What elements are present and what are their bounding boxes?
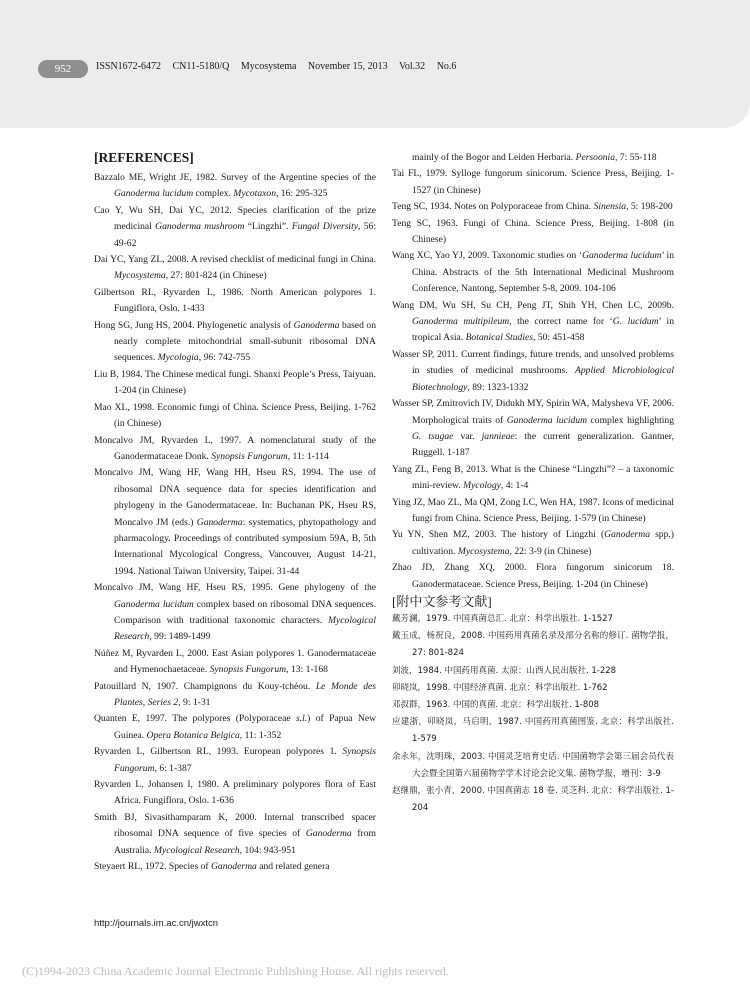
reference-text: Wang DM, Wu SH, Su CH, Peng JT, Shih YH, Chen LC, 2009b. bbox=[392, 299, 674, 311]
reference-text: complex based on ribosomal DNA sequences. Comparison with traditional taxonomic characters. bbox=[114, 598, 377, 626]
reference-text: Wasser SP, 2011. Current findings, future trends, and unsolved problems in studies of medicinal mushrooms. bbox=[392, 348, 674, 377]
journal-name: Mycosystema bbox=[240, 61, 297, 72]
reference-italic-text: Mycotaxon bbox=[233, 188, 276, 200]
reference-entry bbox=[94, 285, 376, 318]
reference-text: Smith BJ, Sivasithamparam K, 2000. Internal transcribed spacer ribosomal DNA sequence of five species of bbox=[94, 811, 376, 840]
reference-text: ) of Papua New Guinea. bbox=[114, 713, 376, 741]
reference-italic-text: Ganoderma multipileum bbox=[412, 316, 510, 328]
reference-italic-text: G. lucidum bbox=[612, 316, 659, 328]
reference-text: Ryvarden L, Johansen I, 1980. A preliminary polypores flora of East Africa. Fungiflora, Oslo. 1-636 bbox=[94, 779, 376, 807]
reference-entry bbox=[392, 527, 674, 560]
reference-entry bbox=[392, 560, 674, 593]
reference-text: : 742-755 bbox=[213, 352, 251, 364]
reference-text: Zhao JD, Zhang XQ, 2000. Flora fungorum sinicorum 18. Ganodermataceae. Science Press, Beijing. 1-204 (in Chinese) bbox=[392, 562, 674, 590]
reference-text: : systematics, phytopathology and pharmacology. Proceedings of contributed symposium 59A, B, 5th International Mycological Congress, Vancouver, August 14-21, 1994. National Taiwan University, Taipei. 31-44 bbox=[114, 516, 376, 577]
reference-italic-text: Ganoderma bbox=[293, 319, 340, 331]
reference-text: , 89: 1323-1332 bbox=[467, 381, 529, 393]
reference-entry bbox=[94, 318, 376, 367]
reference-text: ’ in tropical Asia. bbox=[412, 316, 674, 344]
copyright-watermark: (C)1994-2023 China Academic Journal Electronic Publishing House. All rights reserved. bbox=[22, 964, 449, 978]
reference-text: mainly of the Bogor and Leiden Herbaria. bbox=[412, 152, 576, 163]
reference-italic-text: Ganoderma lucidum bbox=[506, 414, 588, 426]
reference-italic-text: Ganoderma bbox=[305, 828, 352, 840]
reference-text: Hong SG, Jung HS, 2004. Phylogenetic analysis of bbox=[94, 319, 294, 331]
issue-number: No.6 bbox=[436, 61, 457, 72]
reference-text: , 9: 1-31 bbox=[178, 697, 211, 708]
reference-italic-text: Synopsis Fungorum bbox=[114, 746, 376, 774]
volume: Vol.32 bbox=[398, 61, 426, 72]
reference-text: Mao XL, 1998. Economic fungi of China. Science Press, Beijing. 1-762 (in Chinese) bbox=[94, 401, 376, 430]
reference-italic-text: Ganoderma bbox=[604, 529, 650, 541]
reference-text: Yang ZL, Feng B, 2013. What is the Chinese “Lingzhi”? – a taxonomic mini-review. bbox=[392, 463, 674, 492]
reference-entry bbox=[94, 859, 376, 875]
reference-text: Steyaert RL, 1972. Species of bbox=[94, 861, 211, 873]
reference-text: complex. bbox=[193, 188, 234, 200]
reference-text: , 104: 943-951 bbox=[239, 844, 296, 856]
reference-entry bbox=[94, 777, 376, 810]
reference-text: Wasser SP, Zmitrovich IV, Didukh MY, Spirin WA, Malysheva VF, 2006. Morphological traits of bbox=[392, 398, 674, 426]
reference-text: and related genera bbox=[256, 861, 330, 873]
reference-text: Ryvarden L, Gilbertson RL, 1993. European polypores 1. bbox=[94, 746, 343, 758]
reference-text: Yu YN, Shen MZ, 2003. The history of Lingzhi ( bbox=[392, 529, 605, 541]
issn: ISSN1672-6472 bbox=[96, 61, 162, 72]
reference-italic-text: Synopsis Fungorum bbox=[209, 664, 287, 676]
reference-entry bbox=[94, 203, 376, 252]
reference-italic-text: jannieae bbox=[481, 430, 515, 442]
reference-text: var. bbox=[453, 430, 482, 442]
reference-text: , 99: 1489-1499 bbox=[149, 631, 211, 643]
reference-italic-text: Mycological Research bbox=[153, 844, 240, 856]
reference-italic-text: Ganoderma lucidum bbox=[114, 598, 194, 610]
reference-entry bbox=[94, 252, 376, 285]
reference-text: , 11: 1-114 bbox=[287, 450, 329, 462]
reference-entry bbox=[392, 150, 674, 166]
chinese-reference-entry: 应建浙，卯晓岚，马启明，1987. 中国药用真菌图鉴. 北京：科学出版社. 1-579 bbox=[392, 717, 674, 745]
reference-text: , 5: 198-200 bbox=[626, 201, 673, 213]
journal-info-line bbox=[96, 61, 465, 72]
reference-italic-text: Applied Microbiological Biotechnology bbox=[412, 365, 674, 393]
chinese-reference-entry: 卯晓岚，1998. 中国经济真菌. 北京：科学出版社. 1-762 bbox=[392, 682, 608, 693]
reference-text: : the current generalization. Gantner, Ruggell. 1-187 bbox=[412, 430, 675, 459]
reference-italic-text: Le Monde des Plantes, Series 2 bbox=[114, 680, 376, 708]
reference-entry bbox=[392, 199, 674, 215]
reference-text: Moncalvo JM, Wang HF, Wang HH, Hseu RS, 1994. The use of ribosomal DNA sequence data for species identification and phylogeny in the Ganodermataceae. In: Buchanan PK, Hseu RS, Moncalvo JM (eds.) bbox=[94, 467, 376, 528]
reference-italic-text: Mycological Research bbox=[114, 614, 376, 643]
reference-entry bbox=[94, 646, 376, 679]
reference-italic-text: Ganoderma mushroom bbox=[155, 221, 245, 233]
reference-italic-text: G. tsugae bbox=[412, 430, 454, 442]
page-number: 952 bbox=[38, 60, 88, 78]
reference-text: , 22: 3-9 (in Chinese) bbox=[509, 545, 592, 557]
reference-entry bbox=[94, 170, 376, 203]
reference-text: , bbox=[198, 352, 204, 364]
reference-text: Teng SC, 1963. Fungi of China. Science Press, Beijing. 1-808 (in Chinese) bbox=[392, 217, 674, 246]
reference-text: based on nearly complete mitochondrial small-subunit ribosomal DNA sequences. bbox=[114, 319, 376, 364]
chinese-reference-entry: 余永年，沈明珠，2003. 中国灵芝培育史话. 中国菌物学会第三届会员代表大会暨全国第六届菌物学学术讨论会论文集. 菌物学报，增刊：3-9 bbox=[392, 751, 674, 779]
reference-entry bbox=[94, 580, 376, 646]
references-list-left bbox=[94, 170, 376, 875]
reference-text: , 11: 1-352 bbox=[239, 729, 282, 741]
reference-text: , 6: 1-387 bbox=[154, 762, 192, 774]
journal-url-link[interactable]: http://journals.im.ac.cn/jwxtcn bbox=[94, 918, 219, 929]
reference-italic-text: Mycosystema bbox=[457, 545, 510, 557]
reference-entry bbox=[94, 367, 376, 400]
reference-entry bbox=[392, 462, 674, 495]
reference-entry bbox=[392, 396, 674, 462]
reference-italic-text: Ganoderma lucidum bbox=[114, 188, 194, 200]
reference-text: Moncalvo JM, Wang HF, Hseu RS, 1995. Gene phylogeny of the bbox=[94, 582, 376, 594]
reference-text: Dai YC, Yang ZL, 2008. A revised checklist of medicinal fungi in China. bbox=[94, 254, 376, 266]
reference-text: Ying JZ, Mao ZL, Ma QM, Zong LC, Wen HA, 1987. Icons of medicinal fungi from China. Science Press, Beijing. 1-579 (in Chinese) bbox=[392, 496, 674, 524]
reference-text: , 13: 1-168 bbox=[286, 664, 328, 676]
reference-text: , 27: 801-824 (in Chinese) bbox=[165, 270, 267, 282]
reference-entry bbox=[94, 679, 376, 712]
issue-date: November 15, 2013 bbox=[307, 61, 388, 72]
reference-entry bbox=[392, 248, 674, 297]
reference-italic-text: Ganoderma bbox=[196, 516, 243, 528]
reference-text: “Lingzhi”. bbox=[244, 221, 292, 233]
references-list-right bbox=[392, 150, 674, 593]
reference-italic-text: Mycosystema bbox=[114, 270, 166, 282]
reference-italic-text: Botanical Studies bbox=[465, 332, 533, 344]
chinese-reference-entry: 戴玉成，杨祝良，2008. 中国药用真菌名录及部分名称的修订. 菌物学报，27: 801-824 bbox=[392, 631, 674, 659]
reference-entry bbox=[94, 810, 376, 859]
reference-entry bbox=[392, 347, 674, 396]
reference-italic-text: s.l. bbox=[295, 713, 308, 725]
cn-number: CN11-5180/Q bbox=[172, 61, 230, 72]
chinese-reference-entry: 邓叔群，1963. 中国的真菌. 北京：科学出版社. 1-808 bbox=[392, 699, 600, 710]
reference-entry bbox=[94, 744, 376, 777]
chinese-references-heading: [附中文参考文献] bbox=[392, 593, 492, 609]
reference-italic-text: Ganoderma bbox=[210, 861, 257, 873]
reference-text: Tai FL, 1979. Sylloge fungorum sinicorum. Science Press, Beijing. 1-1527 (in Chinese) bbox=[392, 168, 674, 196]
chinese-reference-entry: 刘波，1984. 中国药用真菌. 太原：山西人民出版社. 1-228 bbox=[392, 665, 617, 676]
reference-entry bbox=[392, 216, 674, 249]
reference-italic-text: Persoonia bbox=[575, 152, 616, 163]
reference-entry bbox=[94, 433, 376, 466]
reference-text: , 56: 49-62 bbox=[114, 221, 376, 249]
reference-italic-text: Sinensia bbox=[593, 201, 627, 213]
reference-text: Liu B, 1984. The Chinese medical fungi. Shanxi People’s Press, Taiyuan. 1-204 (in Chinese) bbox=[94, 368, 376, 397]
reference-text: Patouillard N, 1907. Champignons du Kouy-tchéou. bbox=[94, 680, 316, 692]
chinese-reference-entry: 戴芳澜，1979. 中国真菌总汇. 北京：科学出版社. 1-1527 bbox=[392, 613, 613, 624]
reference-entry bbox=[392, 166, 674, 199]
reference-entry bbox=[94, 465, 376, 580]
reference-text: Moncalvo JM, Ryvarden L, 1997. A nomenclatural study of the Ganodermataceae Donk. bbox=[94, 434, 376, 462]
chinese-reference-entry: 赵继鼎，张小青，2000. 中国真菌志 18 卷. 灵芝科. 北京：科学出版社. 1-204 bbox=[392, 786, 674, 814]
reference-text: , 7: 55-118 bbox=[615, 152, 657, 163]
reference-text: , 4: 1-4 bbox=[500, 480, 529, 492]
reference-text: , the correct name for ‘ bbox=[509, 316, 613, 328]
reference-text: , 16: 295-325 bbox=[276, 188, 328, 200]
reference-italic-text: Opera Botanica Belgica bbox=[146, 729, 240, 741]
reference-italic-text: Ganoderma lucidum bbox=[582, 250, 662, 262]
reference-text: Quanten E, 1997. The polypores (Polyporaceae bbox=[94, 713, 296, 725]
reference-text: spp.) cultivation. bbox=[412, 529, 674, 557]
reference-text: from Australia. bbox=[114, 828, 376, 856]
reference-text: Bazzalo ME, Wright JE, 1982. Survey of the Argentine species of the bbox=[94, 172, 376, 183]
reference-text: Cao Y, Wu SH, Dai YC, 2012. Species clarification of the prize medicinal bbox=[94, 204, 376, 233]
reference-text: , 50: 451-458 bbox=[532, 332, 585, 344]
reference-italic-text: Mycology bbox=[463, 480, 501, 492]
reference-italic-text: Synopsis Fungorum bbox=[211, 450, 288, 462]
reference-text: complex highlighting bbox=[587, 414, 674, 426]
reference-entry bbox=[392, 298, 674, 347]
reference-text: Gilbertson RL, Ryvarden L, 1986. North American polypores 1. Fungiflora, Oslo. 1-433 bbox=[94, 286, 376, 315]
reference-italic-text: 96 bbox=[203, 352, 214, 364]
references-heading: [REFERENCES] bbox=[94, 150, 194, 165]
left-column bbox=[94, 150, 376, 875]
reference-entry bbox=[94, 711, 376, 744]
reference-text: Núñez M, Ryvarden L, 2000. East Asian polypores 1. Ganodermataceae and Hymenochaetaceae. bbox=[94, 647, 376, 676]
reference-text: Teng SC, 1934. Notes on Polyporaceae from China. bbox=[392, 201, 594, 213]
reference-entry bbox=[94, 400, 376, 433]
reference-italic-text: Mycologia bbox=[157, 352, 199, 364]
reference-entry bbox=[392, 495, 674, 528]
reference-italic-text: Fungal Diversity bbox=[291, 221, 359, 233]
reference-text: Wang XC, Yao YJ, 2009. Taxonomic studies on ‘ bbox=[392, 250, 583, 262]
reference-text: ’ in China. Abstracts of the 5th International Medicinal Mushroom Conference, Nantong, September 5-8, 2009. 104-106 bbox=[412, 250, 675, 295]
right-column bbox=[392, 150, 674, 817]
chinese-references-list bbox=[392, 611, 674, 817]
